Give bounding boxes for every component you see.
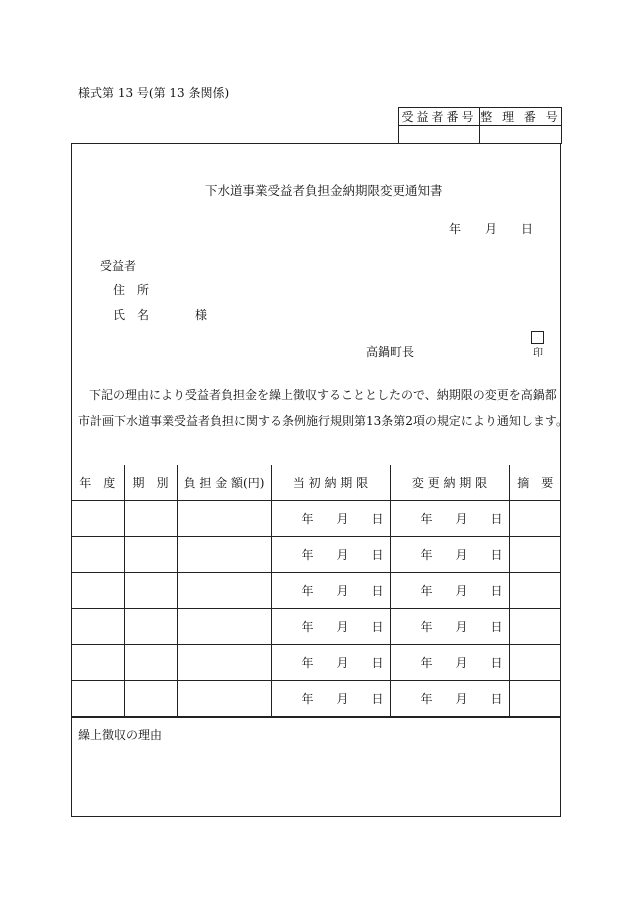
table-row	[71, 645, 561, 681]
fiscal-year-cell[interactable]	[71, 537, 124, 573]
recipient-label: 受益者	[100, 259, 137, 273]
fiscal-year-cell[interactable]	[71, 645, 124, 681]
ymd-month: 月	[455, 584, 468, 598]
ymd-month: 月	[336, 620, 349, 634]
period-cell[interactable]	[124, 537, 177, 573]
ymd-month: 月	[336, 548, 349, 562]
table-row	[71, 573, 561, 609]
original-due-cell[interactable]	[271, 573, 390, 609]
original-due-cell[interactable]	[271, 537, 390, 573]
ymd-year: 年	[301, 692, 314, 706]
changed-due-cell[interactable]	[390, 681, 509, 717]
original-due-cell[interactable]	[271, 645, 390, 681]
amount-cell[interactable]	[177, 573, 271, 609]
remarks-cell[interactable]	[509, 645, 561, 681]
seal-box	[531, 331, 544, 344]
table-row	[71, 681, 561, 717]
body-text-line-1: 下記の理由により受益者負担金を繰上徴収することとしたので、納期限の変更を高鍋都	[89, 388, 557, 402]
ymd-day: 日	[371, 620, 384, 634]
ymd-month: 月	[336, 656, 349, 670]
seal-label: 印	[533, 348, 543, 359]
amount-cell[interactable]	[177, 645, 271, 681]
ymd-year: 年	[420, 548, 433, 562]
honorific-label: 様	[195, 308, 208, 322]
ymd-day: 日	[371, 584, 384, 598]
header-changed-due: 変 更 納 期 限	[390, 465, 509, 501]
ymd-year: 年	[420, 584, 433, 598]
amount-cell[interactable]	[177, 609, 271, 645]
period-cell[interactable]	[124, 609, 177, 645]
ymd-month: 月	[455, 620, 468, 634]
amount-cell[interactable]	[177, 537, 271, 573]
date-year-label: 年	[449, 222, 462, 236]
changed-due-cell[interactable]	[390, 609, 509, 645]
date-day-label: 日	[521, 222, 534, 236]
ymd-year: 年	[420, 656, 433, 670]
beneficiary-number-header: 受益者番号	[399, 108, 480, 126]
ymd-day: 日	[490, 692, 503, 706]
ymd-day: 日	[490, 620, 503, 634]
table-row	[71, 609, 561, 645]
changed-due-cell[interactable]	[390, 573, 509, 609]
date-month-label: 月	[485, 222, 498, 236]
fiscal-year-cell[interactable]	[71, 681, 124, 717]
period-cell[interactable]	[124, 501, 177, 537]
changed-due-cell[interactable]	[390, 501, 509, 537]
remarks-cell[interactable]	[509, 573, 561, 609]
ymd-month: 月	[455, 548, 468, 562]
table-row	[71, 537, 561, 573]
ymd-month: 月	[336, 692, 349, 706]
ymd-year: 年	[420, 692, 433, 706]
fiscal-year-cell[interactable]	[71, 573, 124, 609]
ymd-month: 月	[336, 584, 349, 598]
original-due-cell[interactable]	[271, 681, 390, 717]
table-row	[71, 501, 561, 537]
remarks-cell[interactable]	[509, 501, 561, 537]
ymd-month: 月	[336, 512, 349, 526]
ymd-day: 日	[490, 512, 503, 526]
ymd-month: 月	[455, 656, 468, 670]
address-label: 住所	[113, 283, 162, 297]
ymd-month: 月	[455, 512, 468, 526]
form-number-label: 様式第 13 号(第 13 条関係)	[78, 86, 230, 100]
ymd-day: 日	[490, 656, 503, 670]
ymd-year: 年	[420, 512, 433, 526]
period-cell[interactable]	[124, 645, 177, 681]
ymd-year: 年	[301, 512, 314, 526]
fiscal-year-cell[interactable]	[71, 609, 124, 645]
id-number-boxes	[398, 107, 562, 144]
remarks-cell[interactable]	[509, 609, 561, 645]
changed-due-cell[interactable]	[390, 645, 509, 681]
ymd-day: 日	[490, 548, 503, 562]
header-period: 期 別	[124, 465, 177, 501]
original-due-cell[interactable]	[271, 501, 390, 537]
schedule-table	[71, 465, 561, 717]
ymd-day: 日	[371, 656, 384, 670]
ymd-year: 年	[420, 620, 433, 634]
ymd-year: 年	[301, 584, 314, 598]
ymd-day: 日	[371, 512, 384, 526]
remarks-cell[interactable]	[509, 681, 561, 717]
ymd-month: 月	[455, 692, 468, 706]
header-fiscal-year: 年 度	[71, 465, 124, 501]
header-remarks: 摘 要	[509, 465, 561, 501]
ymd-year: 年	[301, 620, 314, 634]
name-label: 氏名	[113, 308, 162, 322]
header-amount: 負 担 金 額(円)	[177, 465, 271, 501]
body-text-line-2: 市計画下水道事業受益者負担に関する条例施行規則第13条第2項の規定により通知します。	[78, 414, 568, 428]
beneficiary-number-field[interactable]	[399, 126, 480, 144]
header-original-due: 当 初 納 期 限	[271, 465, 390, 501]
ymd-day: 日	[371, 548, 384, 562]
period-cell[interactable]	[124, 681, 177, 717]
remarks-cell[interactable]	[509, 537, 561, 573]
period-cell[interactable]	[124, 573, 177, 609]
changed-due-cell[interactable]	[390, 537, 509, 573]
reference-number-header: 整 理 番 号	[480, 108, 562, 126]
amount-cell[interactable]	[177, 501, 271, 537]
reference-number-field[interactable]	[480, 126, 562, 144]
ymd-year: 年	[301, 548, 314, 562]
fiscal-year-cell[interactable]	[71, 501, 124, 537]
ymd-day: 日	[490, 584, 503, 598]
issuer-mayor: 高鍋町長	[366, 345, 415, 359]
original-due-cell[interactable]	[271, 609, 390, 645]
document-title: 下水道事業受益者負担金納期限変更通知書	[205, 183, 443, 198]
amount-cell[interactable]	[177, 681, 271, 717]
ymd-day: 日	[371, 692, 384, 706]
ymd-year: 年	[301, 656, 314, 670]
reason-label: 繰上徴収の理由	[78, 728, 163, 742]
